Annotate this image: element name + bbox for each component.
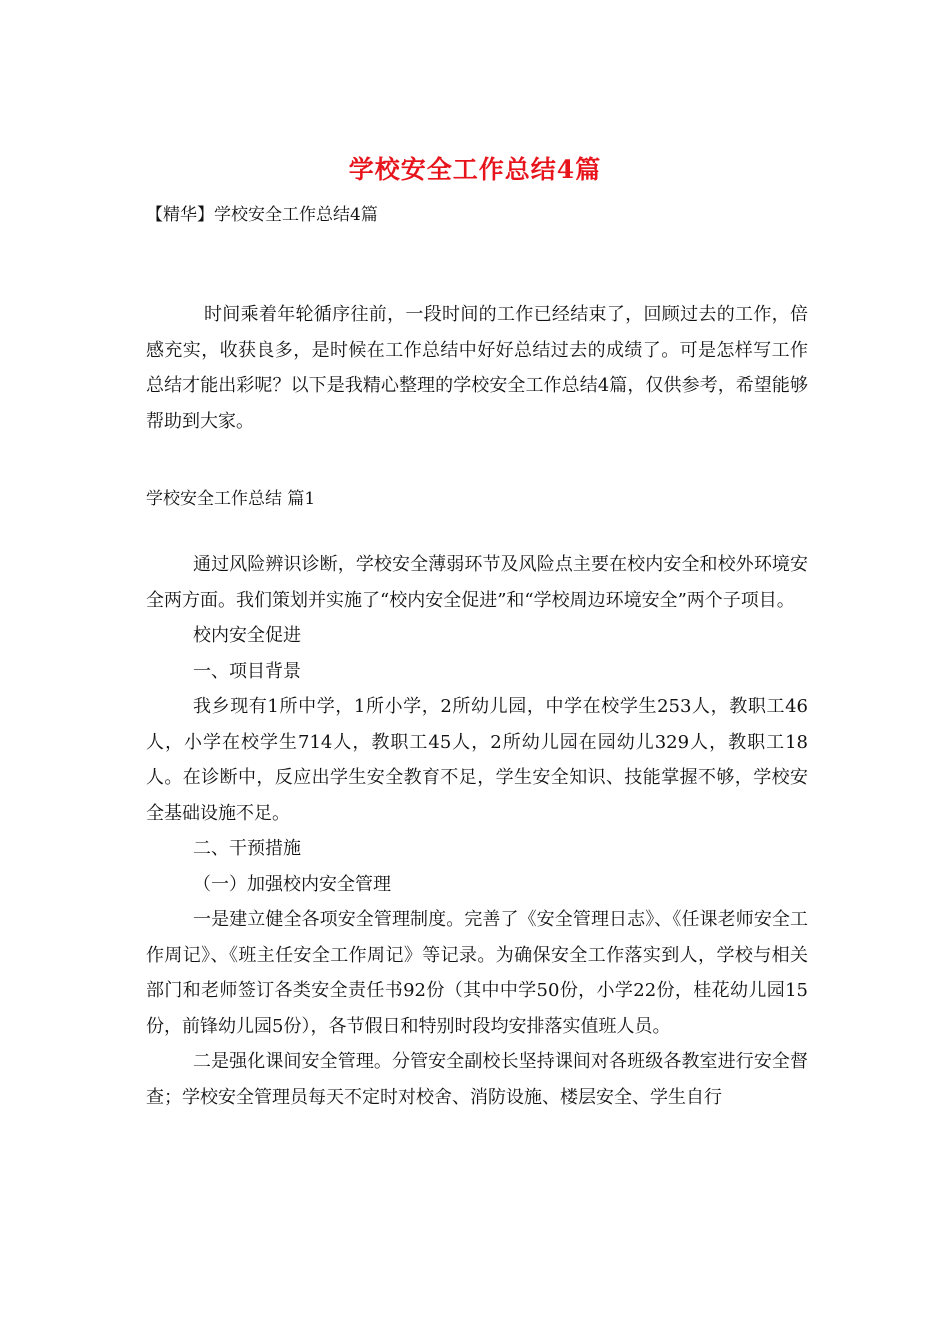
paragraph: 我乡现有1所中学，1所小学，2所幼儿园，中学在校学生253人，教职工46人，小学在校学生714人，教职工45人，2所幼儿园在园幼儿329人，教职工18人。在诊断中，反应出学生安全教育不足，学生安全知识、技能掌握不够，学校安全基础设施不足。 xyxy=(146,696,808,824)
paragraph: 通过风险辨识诊断，学校安全薄弱环节及风险点主要在校内安全和校外环境安全两方面。我们策划并实施了“校内安全促进”和“学校周边环境安全”两个子项目。 xyxy=(146,554,808,611)
paragraph-heading: 校内安全促进 xyxy=(193,625,301,646)
section-heading: 学校安全工作总结 篇1 xyxy=(146,489,316,509)
paragraph: 二是强化课间安全管理。分管安全副校长坚持课间对各班级各教室进行安全督查；学校安全管理员每天不定时对校舍、消防设施、楼层安全、学生自行 xyxy=(146,1051,808,1108)
document-title: 学校安全工作总结4篇 xyxy=(348,155,602,184)
intro-paragraph: 时间乘着年轮循序往前，一段时间的工作已经结束了，回顾过去的工作，倍感充实，收获良多，是时候在工作总结中好好总结过去的成绩了。可是怎样写工作总结才能出彩呢？以下是我精心整理的学校安全工作总结4篇，仅供参考，希望能够帮助到大家。 xyxy=(146,304,808,432)
paragraph-heading: 二、干预措施 xyxy=(193,838,301,859)
paragraph-heading: 一、项目背景 xyxy=(193,660,301,682)
paragraph: 一是建立健全各项安全管理制度。完善了《安全管理日志》、《任课老师安全工作周记》、《班主任安全工作周记》等记录。为确保安全工作落实到人，学校与相关部门和老师签订各类安全责任书92份（其中中学50份，小学22份，桂花幼儿园15份，前锋幼儿园5份），各节假日和特别时段均安排落实值班人员。 xyxy=(146,909,808,1037)
section-body xyxy=(146,547,808,1115)
document-subtitle: 【精华】学校安全工作总结4篇 xyxy=(146,205,378,225)
intro-block xyxy=(146,297,808,439)
paragraph-heading: （一）加强校内安全管理 xyxy=(193,873,391,895)
